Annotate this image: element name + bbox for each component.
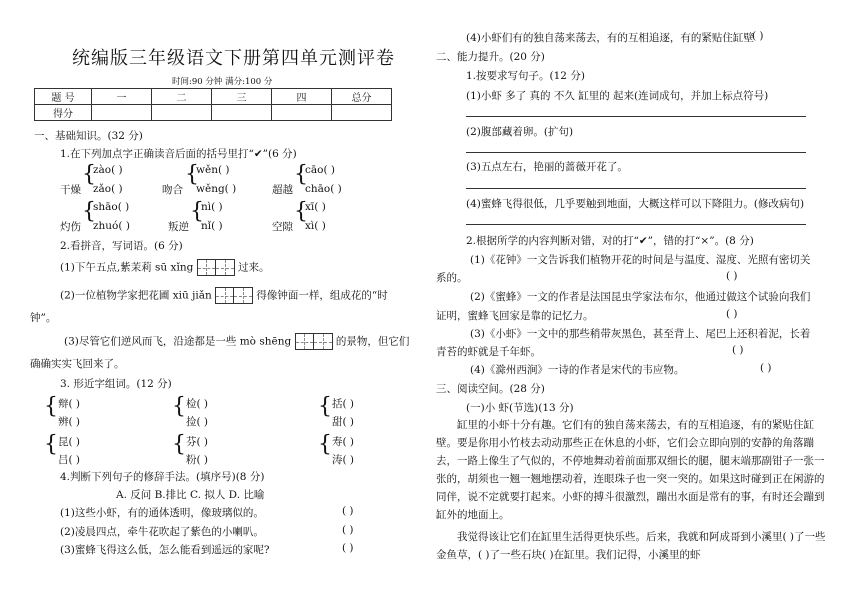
section1-heading: 一、基础知识。(32 分) <box>34 130 143 142</box>
judge-item: (4)《滁州西涧》一诗的作者是宋代的韦应物。 <box>470 364 685 376</box>
word-panni: 叛逆 <box>168 221 189 233</box>
page-title: 统编版三年级语文下册第四单元测评卷 <box>72 48 395 69</box>
rewrite-item: (3)五点左右，艳丽的蔷薇开花了。 <box>466 161 628 173</box>
char-item[interactable]: 括( ) <box>332 398 355 410</box>
score-header-cell: 三 <box>212 89 272 105</box>
pinyin-option[interactable]: xī( ) <box>305 201 326 213</box>
pinyin-option[interactable]: xì( ) <box>305 220 326 232</box>
q4-item: (2)凌晨四点，牵牛花吹起了紫色的小喇叭。 <box>60 526 264 538</box>
judge-item-wrap: 证明，蜜蜂飞回家是靠的记忆力。 <box>436 310 594 322</box>
score-cell[interactable] <box>332 105 392 121</box>
char-item[interactable]: 甜( ) <box>332 416 355 428</box>
score-header-cell: 四 <box>272 89 332 105</box>
score-cell[interactable] <box>272 105 332 121</box>
judge-item: (2)《蜜蜂》一文的作者是法国昆虫学家法布尔，他通过做这个试验向我们 <box>470 291 811 303</box>
pinyin-option[interactable]: chāo( ) <box>305 183 342 195</box>
score-table <box>34 88 392 121</box>
q2-s1-text: (1)下午五点,紫茉莉 sū xǐng <box>60 261 194 274</box>
answer-blank[interactable]: ( ) <box>342 505 354 517</box>
score-header-cell: 总分 <box>332 89 392 105</box>
answer-line[interactable] <box>466 188 806 189</box>
score-row-label: 得分 <box>35 105 92 121</box>
s2-q1-prompt: 1.按要求写句子。(12 分) <box>466 70 585 82</box>
char-item[interactable]: 粉( ) <box>186 454 209 466</box>
brace: { <box>82 199 96 224</box>
pinyin-option[interactable]: shāo( ) <box>93 201 130 213</box>
q2-sentence-1 <box>60 259 270 276</box>
brace: { <box>294 162 308 187</box>
word-chaoyue: 超越 <box>272 184 293 196</box>
answer-blank[interactable]: ( ) <box>342 524 354 536</box>
answer-line[interactable] <box>466 116 806 117</box>
answer-blank[interactable]: ( ) <box>752 30 764 42</box>
char-item[interactable]: 辨( ) <box>58 416 81 428</box>
char-item[interactable]: 吕( ) <box>58 454 81 466</box>
score-cell[interactable] <box>92 105 152 121</box>
score-header-cell: 二 <box>152 89 212 105</box>
score-header-cell: 题 号 <box>35 89 92 105</box>
q3-prompt: 3. 形近字组词。(12 分) <box>60 378 172 390</box>
score-header-cell: 一 <box>92 89 152 105</box>
brace: { <box>318 394 332 419</box>
s2-q2-prompt: 2.根据所学的内容判断对错，对的打“✔”，错的打“×”。(8 分) <box>466 235 754 247</box>
answer-line[interactable] <box>466 224 806 225</box>
brace: { <box>185 162 199 187</box>
char-item[interactable]: 捡( ) <box>186 416 209 428</box>
answer-blank[interactable]: ( ) <box>342 542 354 554</box>
answer-line[interactable] <box>466 152 806 153</box>
answer-blank[interactable]: ( ) <box>732 344 744 356</box>
writing-grid[interactable] <box>197 259 235 276</box>
judge-item: (1)《花钟》一文告诉我们植物开花的时间是与温度、湿度、光照有密切关 <box>470 254 811 266</box>
q2-s2-text: (2)一位植物学家把花圃 xiū jiǎn <box>60 289 212 302</box>
writing-grid[interactable] <box>215 287 253 304</box>
q2-sentence-3 <box>64 333 409 350</box>
rewrite-item: (2)腹部藏着卵。(扩句) <box>466 126 574 138</box>
char-item[interactable]: 昆( ) <box>58 436 81 448</box>
pinyin-option[interactable]: nǐ( ) <box>201 220 223 232</box>
q2-s3-text: (3)尽管它们逆风而飞，沿途都是一些 mò shēng <box>64 335 292 348</box>
pinyin-option[interactable]: wěn( ) <box>196 164 230 176</box>
brace: { <box>172 394 186 419</box>
pinyin-option[interactable]: zǎo( ) <box>93 183 123 195</box>
q2-sentence-2 <box>60 287 388 304</box>
judge-item-wrap: 系的。 <box>436 272 468 284</box>
answer-blank[interactable]: ( ) <box>760 362 772 374</box>
passage-paragraph: 我觉得该让它们在缸里生活得更快乐些。后来，我就和阿成哥到小溪里( )了一些金鱼草，( )了一些石块( )在缸里。我们记得，小溪里的虾 <box>436 531 826 561</box>
answer-blank[interactable]: ( ) <box>726 270 738 282</box>
q2-s3-wrap: 确确实实飞回来了。 <box>30 358 125 370</box>
pinyin-option[interactable]: wěng( ) <box>196 183 237 195</box>
q2-s1-end: 过来。 <box>238 261 270 274</box>
judge-item-wrap: 青苔的虾就是千年虾。 <box>436 346 541 358</box>
char-item[interactable]: 涛( ) <box>332 454 355 466</box>
answer-blank[interactable]: ( ) <box>726 308 738 320</box>
brace: { <box>172 432 186 457</box>
score-table-header-row <box>35 89 392 105</box>
word-ganzao: 干燥 <box>60 184 81 196</box>
rewrite-item: (4)蜜蜂飞得很低，几乎要触到地面，大概这样可以下降阻力。(修改病句) <box>466 198 805 210</box>
q4-prompt: 4.判断下列句子的修辞手法。(填序号)(8 分) <box>60 471 265 483</box>
q2-prompt: 2.看拼音，写词语。(6 分) <box>60 240 183 252</box>
char-item[interactable]: 寿( ) <box>332 436 355 448</box>
char-item[interactable]: 芬( ) <box>186 436 209 448</box>
q2-s3-end: 的景物，但它们 <box>335 335 410 348</box>
judge-item: (3)《小虾》一文中的那些稍带灰黑色，甚至背上、尾巴上还积着泥，长着 <box>470 328 811 340</box>
pinyin-option[interactable]: cāo( ) <box>305 164 335 176</box>
char-item[interactable]: 辩( ) <box>58 398 81 410</box>
score-table-row <box>35 105 392 121</box>
brace: { <box>318 432 332 457</box>
brace: { <box>190 199 204 224</box>
pinyin-option[interactable]: nì( ) <box>201 201 223 213</box>
rewrite-item: (1)小虾 多了 真的 不久 缸里的 起来(连词成句，并加上标点符号) <box>466 90 769 102</box>
q4-item: (1)这些小虾，有的通体透明，像玻璃似的。 <box>60 507 264 519</box>
q2-s2-wrap: 钟”。 <box>30 312 57 324</box>
word-wenhe: 吻合 <box>162 184 183 196</box>
exam-meta: 时间:90 分钟 满分:100 分 <box>172 77 273 87</box>
word-zhuoshang: 灼伤 <box>60 221 81 233</box>
passage-title: (一)小 虾(节选)(13 分) <box>466 402 574 414</box>
pinyin-option[interactable]: zhuó( ) <box>93 220 130 232</box>
q2-s2-end: 得像钟面一样，组成花的“时 <box>256 289 388 302</box>
score-cell[interactable] <box>212 105 272 121</box>
word-kongxi: 空隙 <box>272 221 293 233</box>
brace: { <box>294 199 308 224</box>
writing-grid[interactable] <box>295 333 333 350</box>
section3-heading: 三、阅读空间。(28 分) <box>436 383 545 395</box>
brace: { <box>82 162 96 187</box>
score-cell[interactable] <box>152 105 212 121</box>
right-column <box>430 0 860 608</box>
passage-paragraph: 缸里的小虾十分有趣。它们有的独自荡来荡去，有的互相追逐，有的紧贴住缸壁。要是你用小竹枝去动动那些正在休息的小虾，它们会立即向别的安静的角落蹦去，一路上像生了气似的，不停地舞动着前面那双细长的腿，腿末端那副钳子一张一张的，胡须也一翘一翘地摆动着，连眼珠子也一突一突的。如果这时碰到正在闲游的同伴，说不定就要打起来。小虾的搏斗很激烈，蹦出水面是常有的事，有时还会蹦到缸外的地面上。 <box>436 419 825 521</box>
brace: { <box>44 394 58 419</box>
q1-prompt: 1.在下列加点字正确读音后面的括号里打“✔”(6 分) <box>60 148 297 160</box>
q4-options: A. 反问 B.排比 C. 拟人 D. 比喻 <box>116 489 265 501</box>
char-item[interactable]: 检( ) <box>186 398 209 410</box>
brace: { <box>44 432 58 457</box>
q4-item: (4)小虾们有的独自荡来荡去，有的互相追逐，有的紧贴住缸壁 <box>466 32 754 44</box>
section2-heading: 二、能力提升。(20 分) <box>436 51 545 63</box>
pinyin-option[interactable]: zào( ) <box>93 164 123 176</box>
q4-item: (3)蜜蜂飞得这么低，怎么能看到遥远的家呢? <box>60 544 270 556</box>
